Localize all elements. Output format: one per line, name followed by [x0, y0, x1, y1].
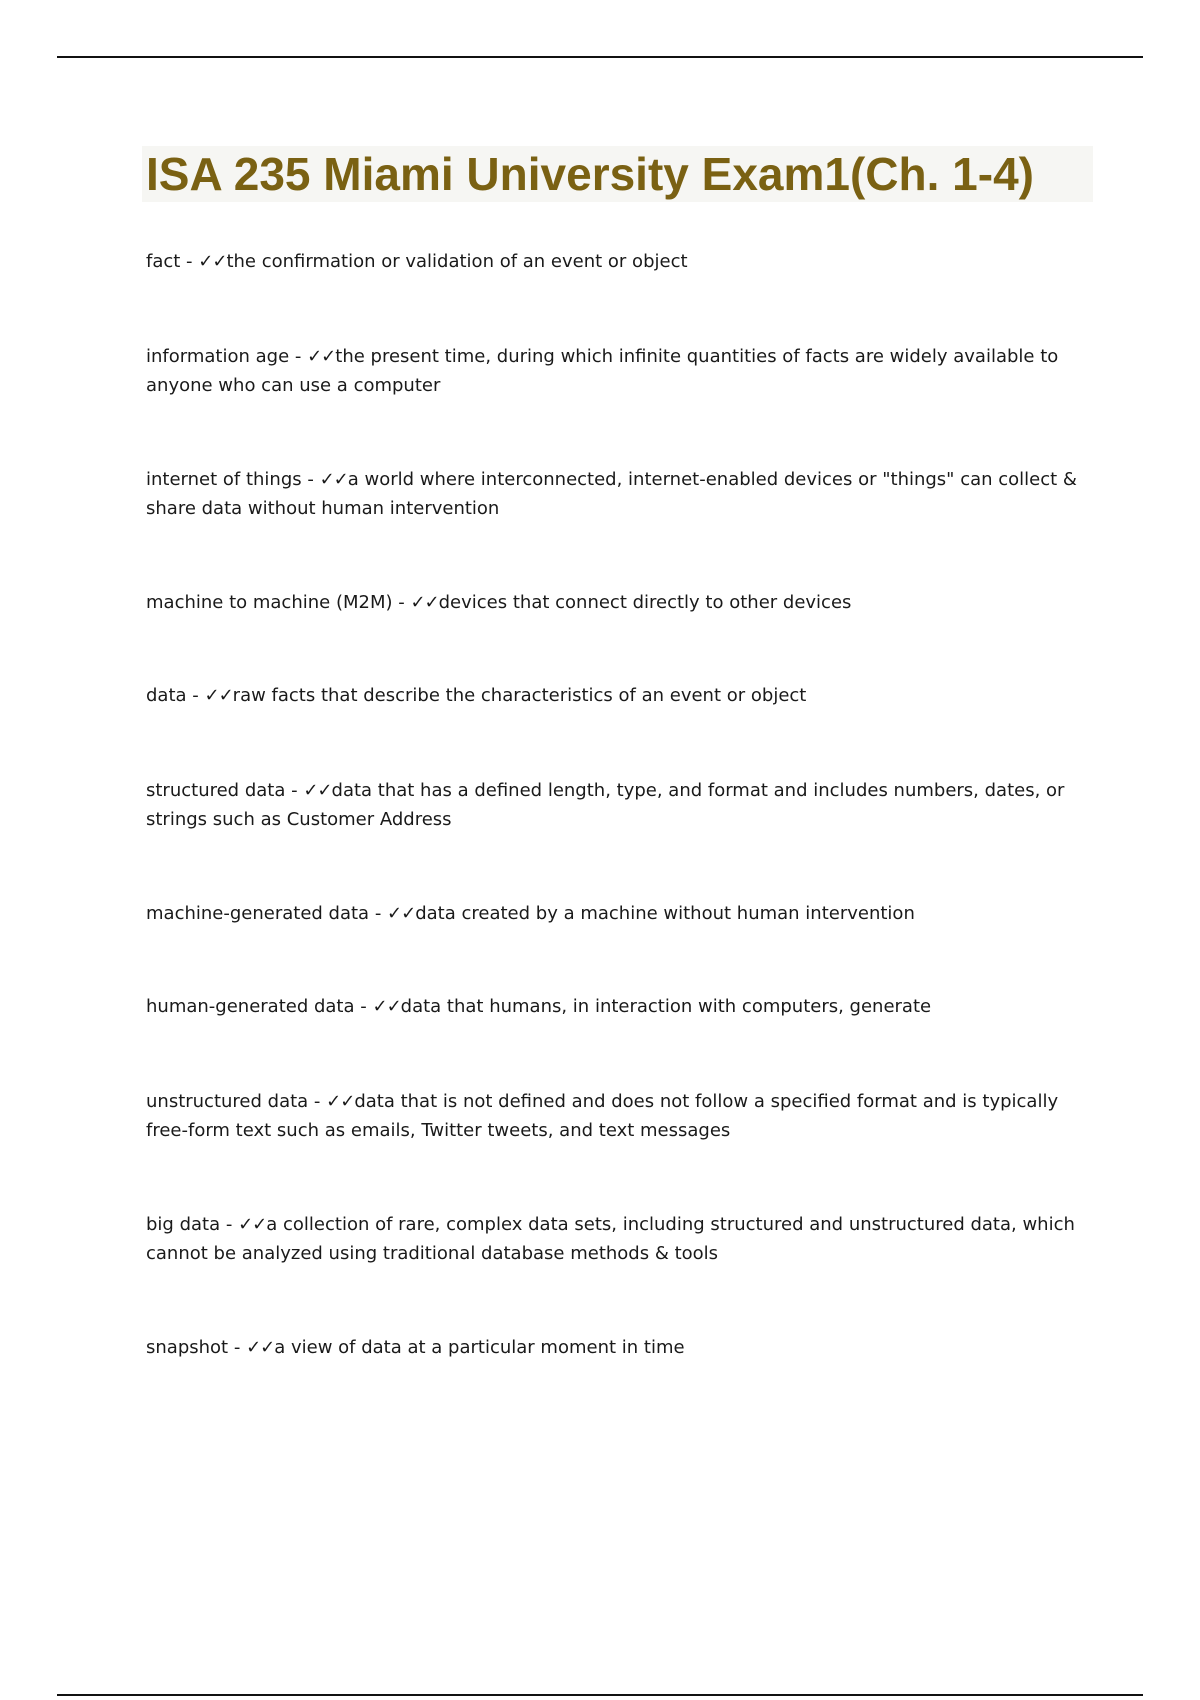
- entry-definition: data that humans, in interaction with computers, generate: [400, 996, 932, 1017]
- checkmark-icon: ✓✓: [319, 469, 348, 490]
- entry-term: unstructured data: [146, 1091, 309, 1112]
- checkmark-icon: ✓✓: [387, 903, 416, 924]
- entry-separator: -: [186, 685, 205, 706]
- entry-separator: -: [220, 1214, 239, 1235]
- top-rule: [57, 56, 1143, 58]
- entry-separator: -: [289, 346, 308, 367]
- document-title: ISA 235 Miami University Exam1(Ch. 1-4): [146, 148, 1034, 200]
- entry-big-data: [146, 1210, 1086, 1268]
- entry-term: big data: [146, 1214, 221, 1235]
- checkmark-icon: ✓✓: [198, 251, 227, 272]
- entry-definition: a view of data at a particular moment in time: [274, 1337, 685, 1358]
- entry-human-generated-data: [146, 992, 1086, 1021]
- title-highlight: [142, 146, 1093, 202]
- checkmark-icon: ✓✓: [372, 996, 401, 1017]
- checkmark-icon: ✓✓: [246, 1337, 275, 1358]
- entry-separator: -: [285, 780, 304, 801]
- entry-definition: data that has a defined length, type, and format and includes numbers, dates, or strings such as Customer Address: [146, 780, 1065, 830]
- entry-separator: -: [392, 592, 411, 613]
- entry-internet-of-things: [146, 465, 1086, 523]
- entry-machine-generated-data: [146, 899, 1086, 928]
- entry-definition: a world where interconnected, internet-enabled devices or "things" can collect & share data without human intervention: [146, 469, 1077, 519]
- checkmark-icon: ✓✓: [410, 592, 439, 613]
- entry-term: machine-generated data: [146, 903, 370, 924]
- entry-separator: -: [228, 1337, 247, 1358]
- entry-separator: -: [354, 996, 373, 1017]
- entry-definition: the confirmation or validation of an event or object: [226, 251, 688, 272]
- entry-definition: data that is not defined and does not follow a specified format and is typically free-form text such as emails, Twitter tweets, and text messages: [146, 1091, 1059, 1141]
- entry-term: internet of things: [146, 469, 302, 490]
- entry-snapshot: [146, 1333, 1086, 1362]
- entry-machine-to-machine: [146, 588, 1086, 617]
- entry-term: fact: [146, 251, 181, 272]
- entry-separator: -: [308, 1091, 327, 1112]
- entry-separator: -: [301, 469, 320, 490]
- checkmark-icon: ✓✓: [326, 1091, 355, 1112]
- entry-term: information age: [146, 346, 290, 367]
- bottom-rule: [57, 1694, 1143, 1696]
- checkmark-icon: ✓✓: [307, 346, 336, 367]
- entry-term: human-generated data: [146, 996, 355, 1017]
- entry-information-age: [146, 342, 1086, 400]
- entry-term: structured data: [146, 780, 286, 801]
- checkmark-icon: ✓✓: [303, 780, 332, 801]
- checkmark-icon: ✓✓: [238, 1214, 267, 1235]
- entry-definition: a collection of rare, complex data sets, including structured and unstructured data, which cannot be analyzed using traditional database methods & tools: [146, 1214, 1075, 1264]
- entry-separator: -: [369, 903, 388, 924]
- entry-definition: devices that connect directly to other devices: [438, 592, 852, 613]
- entry-definition: data created by a machine without human intervention: [415, 903, 915, 924]
- entry-fact: [146, 247, 1086, 276]
- entry-data: [146, 681, 1086, 710]
- entry-term: data: [146, 685, 187, 706]
- checkmark-icon: ✓✓: [204, 685, 233, 706]
- entry-term: snapshot: [146, 1337, 229, 1358]
- entry-unstructured-data: [146, 1087, 1086, 1145]
- entry-definition: the present time, during which infinite quantities of facts are widely available to anyone who can use a computer: [146, 346, 1059, 396]
- entry-structured-data: [146, 776, 1086, 834]
- entry-definition: raw facts that describe the characteristics of an event or object: [232, 685, 807, 706]
- entry-term: machine to machine (M2M): [146, 592, 393, 613]
- entry-separator: -: [180, 251, 199, 272]
